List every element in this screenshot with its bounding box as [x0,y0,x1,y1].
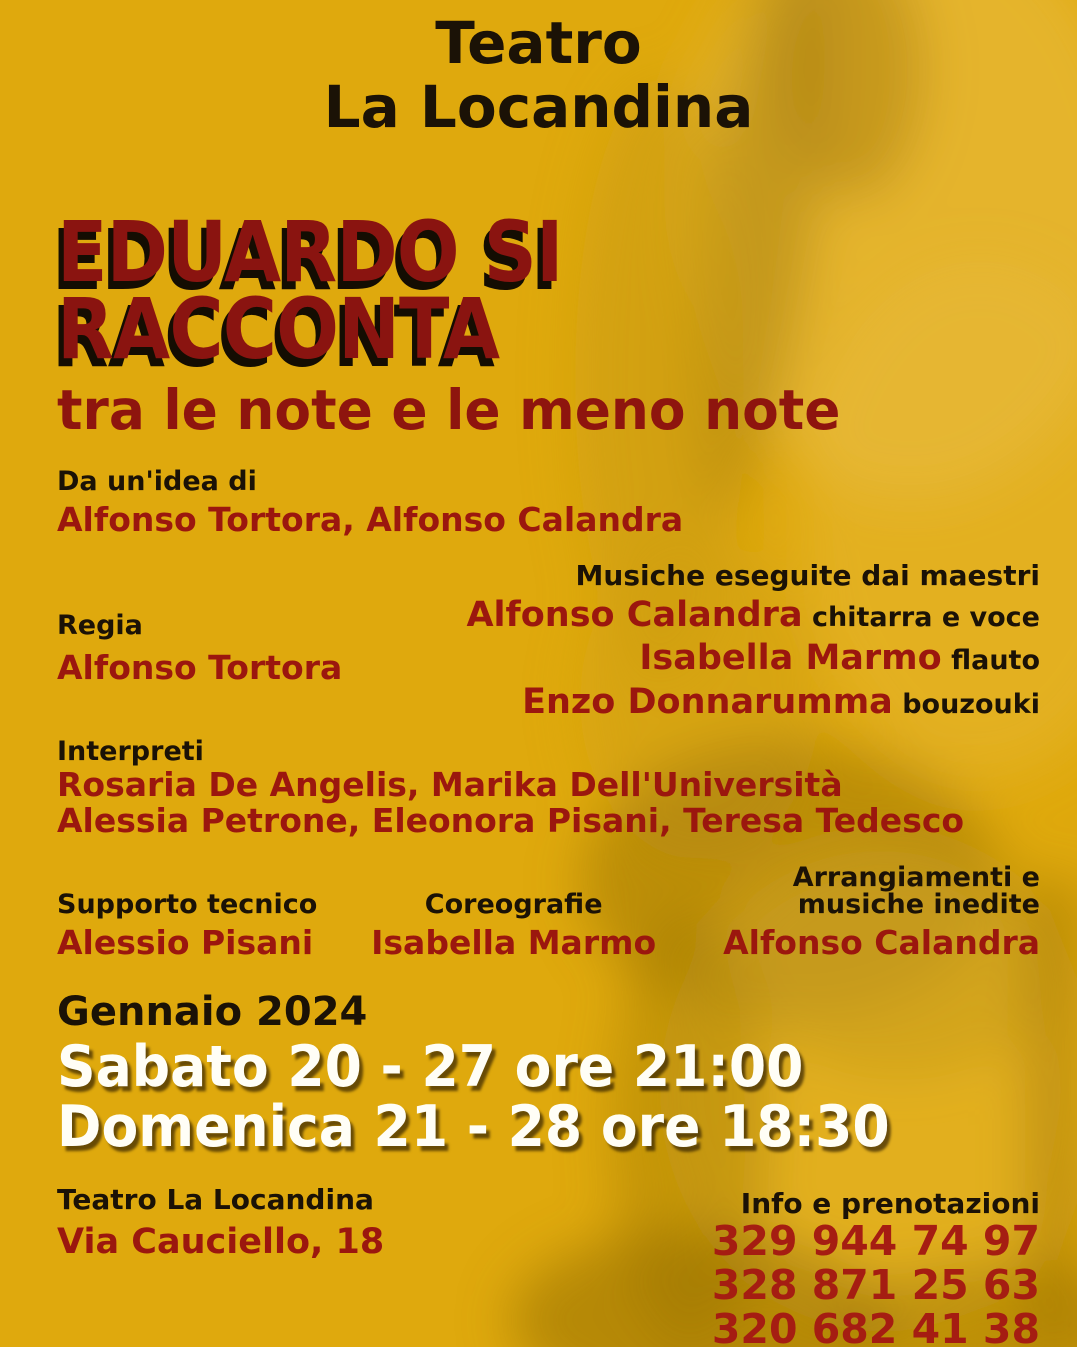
phone-number-1: 329 944 74 97 [711,1217,1040,1266]
idea-label: Da un'idea di [57,466,257,497]
schedule-line1: Sabato 20 - 27 ore 21:00 [57,1034,804,1100]
musician-row [466,595,1040,635]
phone-number-2: 328 871 25 63 [711,1261,1040,1310]
musician-name: Isabella Marmo [639,638,942,679]
venue-name: Teatro La Locandina [57,1183,374,1216]
music-credits [466,560,1040,722]
venue-header-line1: Teatro [435,9,642,77]
credit-technical [57,862,317,962]
schedule-line2: Domenica 21 - 28 ore 18:30 [57,1094,890,1161]
credit-arrangements [710,862,1040,962]
credit-label: Coreografie [424,889,603,920]
schedule-block [57,989,943,1161]
contact-label: Info e prenotazioni [740,1187,1040,1220]
musician-instrument: flauto [941,645,1040,677]
venue-address-block [57,1184,384,1262]
cast-line2: Alessia Petrone, Eleonora Pisani, Teresa Tedesco [57,800,965,840]
cast-block [57,736,964,838]
show-title-line1: EDUARDO SI [57,203,563,301]
phone-number-3: 320 682 41 38 [711,1304,1040,1347]
music-credits-label: Musiche eseguite dai maestri [575,559,1040,592]
idea-names: Alfonso Tortora, Alfonso Calandra [57,500,684,540]
contact-block [712,1188,1040,1347]
direction-label: Regia [57,610,143,641]
credit-name: Alessio Pisani [57,923,314,962]
venue-header-line2: La Locandina [323,72,754,141]
cast-line1: Rosaria De Angelis, Marika Dell'Università [57,765,843,805]
show-subtitle: tra le note e le meno note [57,377,841,442]
show-title-block [57,203,1037,442]
schedule-month: Gennaio 2024 [57,989,368,1035]
credit-name: Isabella Marmo [371,923,657,962]
musician-instrument: bouzouki [892,688,1040,720]
idea-credit [57,466,683,539]
credit-name: Alfonso Calandra [723,923,1040,962]
show-title-line2: RACCONTA [57,280,500,379]
musician-name: Alfonso Calandra [466,595,803,636]
musician-row [466,682,1040,722]
credit-choreography [371,862,656,962]
credit-label: Supporto tecnico [57,889,318,920]
venue-header [0,9,1077,141]
venue-address: Via Cauciello, 18 [57,1222,385,1263]
direction-credit [57,610,342,687]
musician-row [466,638,1040,678]
cast-label: Interpreti [57,736,204,767]
credits-row [57,862,1040,962]
credit-label: Arrangiamenti e musiche inedite [792,862,1040,920]
musician-instrument: chitarra e voce [802,602,1040,634]
director-name: Alfonso Tortora [57,648,343,688]
musician-name: Enzo Donnarumma [522,681,893,722]
